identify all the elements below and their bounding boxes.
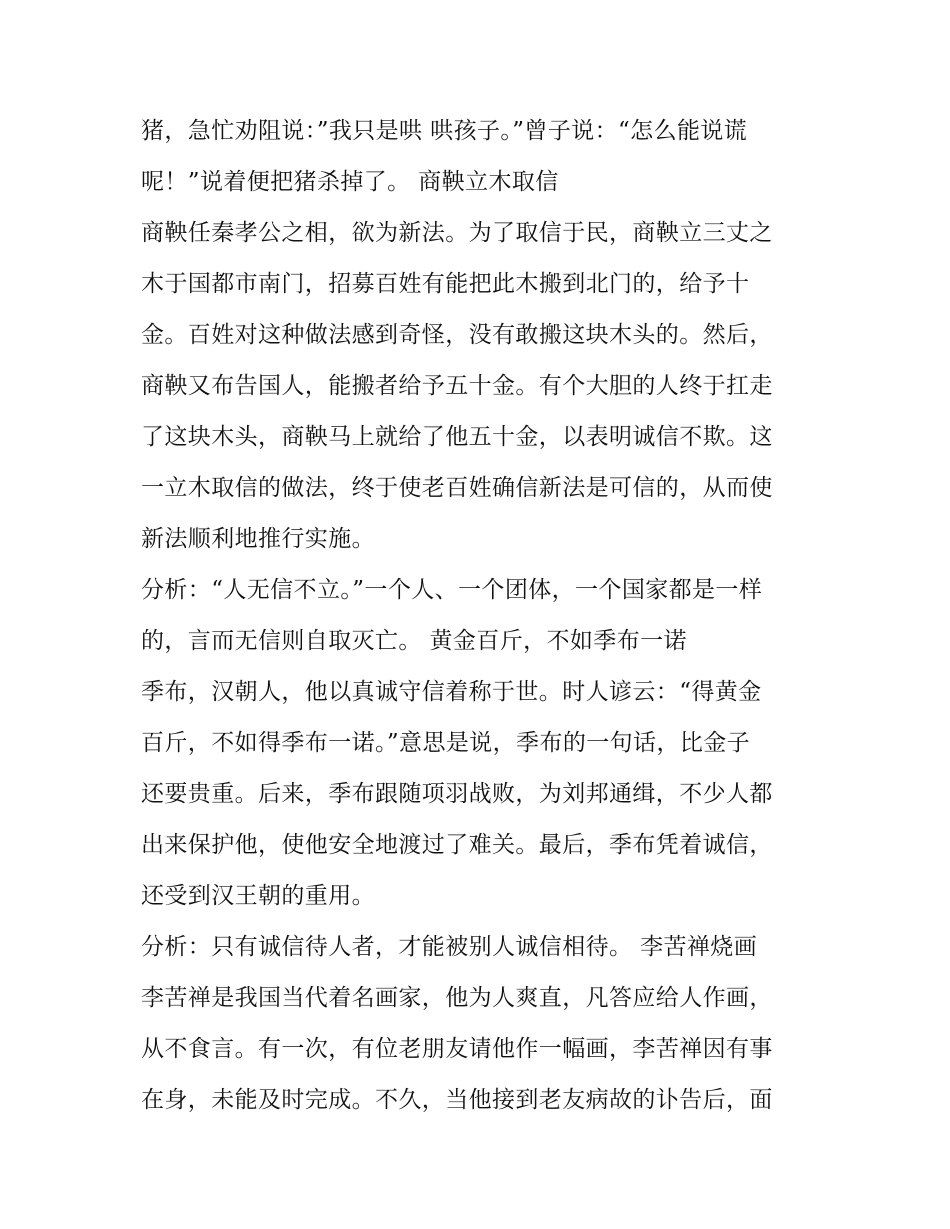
text-line: 呢！”说着便把猪杀掉了。 商鞅立木取信 bbox=[141, 169, 559, 195]
text-line: 分析：“人无信不立。”一个人、一个团体，一个国家都是一样 bbox=[141, 577, 763, 603]
text-line: 李苦禅是我国当代着名画家，他为人爽直，凡答应给人作画， bbox=[141, 985, 773, 1011]
text-line: 商鞅任秦孝公之相，欲为新法。为了取信于民，商鞅立三丈之 bbox=[141, 220, 773, 246]
text-line: 金。百姓对这种做法感到奇怪，没有敢搬这块木头的。然后， bbox=[141, 322, 773, 348]
text-line: 还要贵重。后来，季布跟随项羽战败，为刘邦通缉，不少人都 bbox=[141, 781, 773, 807]
text-line: 一立木取信的做法，终于使老百姓确信新法是可信的，从而使 bbox=[141, 475, 773, 501]
text-line: 还受到汉王朝的重用。 bbox=[141, 883, 375, 909]
text-line: 出来保护他，使他安全地渡过了难关。最后，季布凭着诚信， bbox=[141, 832, 773, 858]
text-line: 百斤，不如得季布一诺。”意思是说，季布的一句话，比金子 bbox=[141, 730, 751, 756]
text-line: 猪，急忙劝阻说：”我只是哄 哄孩子。”曾子说：“怎么能说谎 bbox=[141, 118, 748, 144]
text-line: 新法顺利地推行实施。 bbox=[141, 526, 375, 552]
text-line: 木于国都市南门，招募百姓有能把此木搬到北门的，给予十 bbox=[141, 271, 750, 297]
text-line: 分析：只有诚信待人者，才能被别人诚信相待。 李苦禅烧画 bbox=[141, 934, 758, 960]
text-line: 在身，未能及时完成。不久，当他接到老友病故的讣告后，面 bbox=[141, 1087, 773, 1113]
text-line: 季布，汉朝人，他以真诚守信着称于世。时人谚云：“得黄金 bbox=[141, 679, 762, 705]
text-line: 了这块木头，商鞅马上就给了他五十金，以表明诚信不欺。这 bbox=[141, 424, 773, 450]
text-line: 商鞅又布告国人，能搬者给予五十金。有个大胆的人终于扛走 bbox=[141, 373, 773, 399]
text-line: 从不食言。有一次，有位老朋友请他作一幅画，李苦禅因有事 bbox=[141, 1036, 773, 1062]
text-line: 的，言而无信则自取灭亡。 黄金百斤，不如季布一诺 bbox=[141, 628, 687, 654]
